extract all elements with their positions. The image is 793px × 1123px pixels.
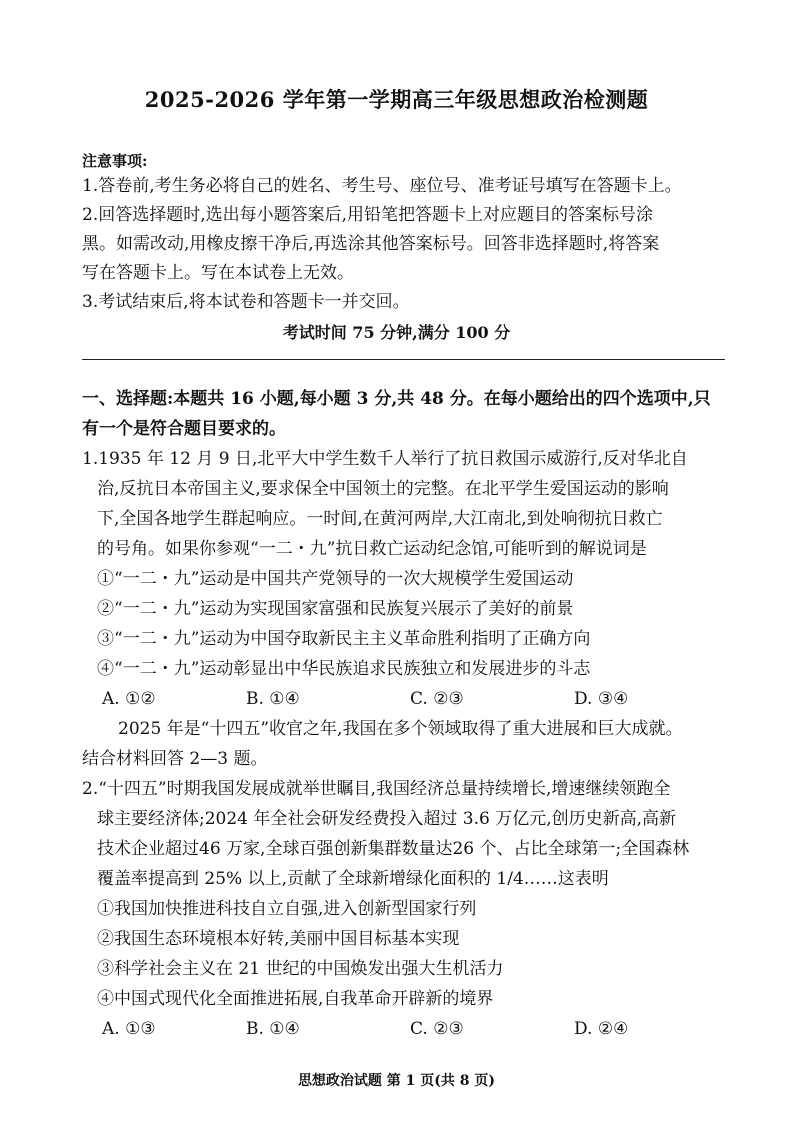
question-2-option-a[interactable]: A. ①③ — [102, 1019, 156, 1039]
question-2-statement: ②我国生态环境根本好转,美丽中国目标基本实现 — [97, 929, 460, 949]
question-1-option-d[interactable]: D. ③④ — [574, 689, 629, 709]
question-2-statement: ③科学社会主义在 21 世纪的中国焕发出强大生机活力 — [97, 959, 504, 979]
question-1-stem: 的号角。如果你参观“一二・九”抗日救亡运动纪念馆,可能听到的解说词是 — [97, 539, 647, 559]
note-line: 3.考试结束后,将本试卷和答题卡一并交回。 — [82, 292, 410, 312]
notes-heading: 注意事项: — [82, 152, 148, 170]
note-line: 2.回答选择题时,选出每小题答案后,用铅笔把答题卡上对应题目的答案标号涂 — [82, 205, 654, 225]
question-2-statement: ①我国加快推进科技自立自强,进入创新型国家行列 — [97, 899, 477, 919]
page-footer: 思想政治试题 第 1 页(共 8 页) — [297, 1073, 496, 1089]
material-intro: 2025 年是“十四五”收官之年,我国在多个领域取得了重大进展和巨大成就。 — [118, 719, 683, 739]
question-1-option-b[interactable]: B. ①④ — [246, 689, 300, 709]
question-1-stem: 治,反抗日本帝国主义,要求保全中国领土的完整。在北平学生爱国运动的影响 — [97, 479, 669, 499]
question-2-stem: 2.“十四五”时期我国发展成就举世瞩目,我国经济总量持续增长,增速继续领跑全 — [82, 779, 671, 799]
exam-info: 考试时间 75 分钟,满分 100 分 — [282, 323, 511, 342]
question-2-stem: 球主要经济体;2024 年全社会研发经费投入超过 3.6 万亿元,创历史新高,高新 — [97, 809, 677, 829]
note-line: 1.答卷前,考生务必将自己的姓名、考生号、座位号、准考证号填写在答题卡上。 — [82, 176, 682, 196]
question-1-statement: ④“一二・九”运动彰显出中华民族追求民族独立和发展进步的斗志 — [97, 659, 591, 679]
question-1-statement: ②“一二・九”运动为实现国家富强和民族复兴展示了美好的前景 — [97, 599, 574, 619]
note-line: 写在答题卡上。写在本试卷上无效。 — [82, 263, 354, 283]
question-2-stem: 技术企业超过46 万家,全球百强创新集群数量达26 个、占比全球第一;全国森林 — [97, 839, 690, 859]
question-1-statement: ③“一二・九”运动为中国夺取新民主主义革命胜利指明了正确方向 — [97, 629, 591, 649]
section-heading: 有一个是符合题目要求的。 — [82, 419, 286, 439]
question-1-option-a[interactable]: A. ①② — [102, 689, 156, 709]
divider-line — [82, 359, 725, 360]
material-intro: 结合材料回答 2—3 题。 — [82, 749, 268, 769]
question-2-stem: 覆盖率提高到 25% 以上,贡献了全球新增绿化面积的 1/4……这表明 — [97, 869, 609, 889]
question-1-stem: 1.1935 年 12 月 9 日,北平大中学生数千人举行了抗日救国示威游行,反对华北自 — [82, 449, 688, 469]
question-1-statement: ①“一二・九”运动是中国共产党领导的一次大规模学生爱国运动 — [97, 569, 574, 589]
note-line: 黑。如需改动,用橡皮擦干净后,再选涂其他答案标号。回答非选择题时,将答案 — [82, 234, 660, 254]
question-1-stem: 下,全国各地学生群起响应。一时间,在黄河两岸,大江南北,到处响彻抗日救亡 — [97, 509, 663, 529]
question-2-option-c[interactable]: C. ②③ — [410, 1019, 464, 1039]
section-heading: 一、选择题:本题共 16 小题,每小题 3 分,共 48 分。在每小题给出的四个选项中,只 — [82, 389, 711, 409]
question-2-option-b[interactable]: B. ①④ — [246, 1019, 300, 1039]
question-1-option-c[interactable]: C. ②③ — [410, 689, 464, 709]
page-title: 2025-2026 学年第一学期高三年级思想政治检测题 — [144, 87, 649, 112]
question-2-statement: ④中国式现代化全面推进拓展,自我革命开辟新的境界 — [97, 989, 494, 1009]
question-2-option-d[interactable]: D. ②④ — [574, 1019, 629, 1039]
